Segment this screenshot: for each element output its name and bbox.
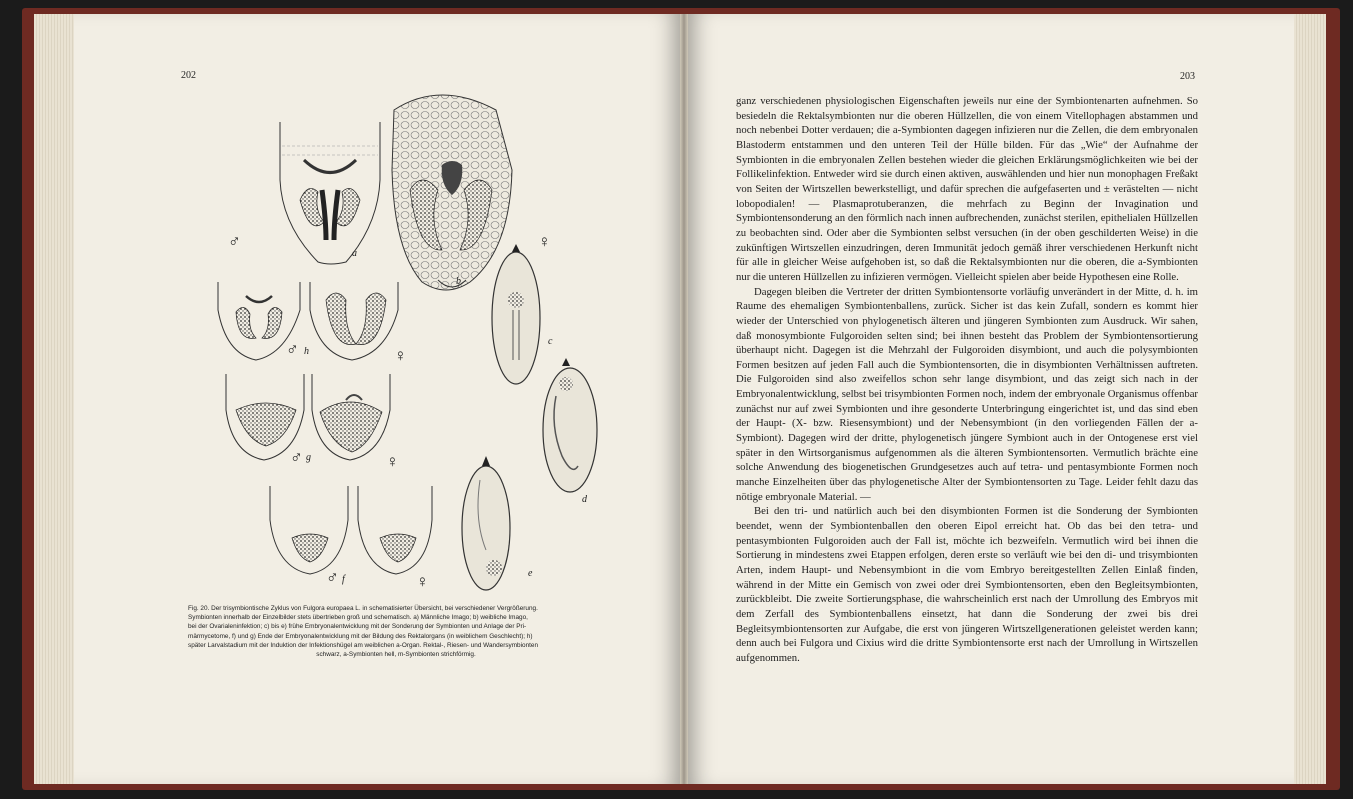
paragraph: Dagegen bleiben die Vertreter der dritten Symbiontensorte vorläufig unverändert in der Mitte, d. h. im Raume des ehemaligen Symbiontenballens, zurück. Sicher ist das kein Zufall, sondern es kommt hier wieder der Unterschied von phylogenetisch älteren und jüngeren Symbionten zum Ausdruck. Wir sahen, daß monosymbionte Fulgoroiden selten sind; bei ihnen besteht das Problem der Symbiontensortierung überhaupt nicht. Dagegen ist die Mehrzahl der Fulgoroiden disymbiont, und auch die polysymbionten Formen besitzen auf jeden Fall auch die Symbiontensorten, die in disymbionten Verhältnissen auftreten. Die Fulgoroiden sind also zweifellos schon sehr lange disymbiont, und das zeigt sich nach in der Embryonalentwicklung, selbst bei trisymbionten Formen noch, indem der embryonale Organismus offenbar zunächst nur auf zwei Symbionten und ihre gesonderte Unterbringung eingerichtet ist, und das sind eben der Haupt- (X- bzw. Riesensymbiont) und der Nebensymbiont (in den vorliegenden Fällen der a-Symbiont). Dagegen wird der dritte, phylogenetisch jüngere Symbiont auch in der Ontogenese erst viel später in den Wirtsorganismus aufgenommen als die älteren Symbiontensorten. Vermutlich brächte eine solche Anwendung des biogenetischen Grundgesetzes auch auf tetra- und pentasymbionte Formen noch manche Einzelheiten über das phylogenetische Alter der Symbiontensorten zu Tage. Leider fehlt dazu das nötige embryonale Material. — bbox=[736, 285, 1198, 503]
female-symbol-b: ♀ bbox=[538, 232, 551, 251]
drawing-d-egg bbox=[543, 358, 597, 492]
drawing-a-male-imago bbox=[280, 122, 380, 264]
label-a: a bbox=[352, 248, 357, 259]
right-page-body-text bbox=[736, 94, 1198, 666]
left-page-number: 202 bbox=[181, 70, 196, 81]
male-symbol-a: ♂ bbox=[228, 232, 241, 251]
caption-line: Fig. 20. Der trisymbiontische Zyklus von Fulgora europaea L. in schematisierter Übersicht, bei verschiedener Vergrößerung. bbox=[188, 605, 538, 612]
female-symbol-f: ♀ bbox=[416, 572, 429, 591]
male-symbol-f: ♂ bbox=[326, 568, 339, 587]
label-h: h bbox=[304, 346, 309, 357]
caption-line: Symbionten innerhalb der Einzelbilder stets übertrieben groß und schematisch. a) Männliche Imago; b) weibliche Imago, bbox=[188, 614, 528, 622]
label-e: e bbox=[528, 568, 533, 579]
caption-line: märmycetome, f) und g) Ende der Embryonalentwicklung mit der Bildung des Rektalorgans (in weiblichem Geschlecht); h) bbox=[188, 632, 533, 640]
figure-caption bbox=[188, 604, 604, 659]
label-f: f bbox=[342, 574, 345, 585]
male-symbol-h: ♂ bbox=[286, 340, 299, 359]
drawing-f-embryos bbox=[270, 486, 432, 574]
label-b: b bbox=[456, 276, 461, 287]
drawing-g-embryos bbox=[226, 374, 390, 460]
paragraph: Bei den tri- und natürlich auch bei den disymbionten Formen ist die Sonderung der Symbionten beendet, wenn der Symbiontenballen den oberen Eipol erreicht hat. Ob das bei den tetra- und pentasymbionten Fulgoroiden auch der Fall ist, möchte ich bezweifeln. Vermutlich wird bei ihnen die Sortierung in mindestens zwei Etappen erfolgen, deren erste so verläuft wie bei den di- und trisymbionten Arten, indem Haupt- und Nebensymbiont in die vom Embryo bereitgestellten Zellen Einlaß finden, während in der Mitte ein Gemisch von zwei oder drei Symbiontensorten, eben den Begleitsymbionten, zurückbleibt. Die zweite Sortierungsphase, die wahrscheinlich erst nach der Umrollung des Embryos mit dem Zerfall des Symbiontenballens einsetzt, hat dann die Sonderung der zwei bis drei Begleitsymbiontensorten zur Aufgabe, die erst von jüngeren Wirtszellgenerationen geleistet werden kann; denn auch bei Fulgora und Cixius wird die dritte Symbiontensorte erst nach der Umrollung in Wirtszellen aufgenommen. bbox=[736, 505, 1198, 664]
drawing-c-egg bbox=[492, 244, 540, 384]
right-page-number: 203 bbox=[1180, 71, 1195, 82]
caption-line: später Larvalstadium mit der Induktion der Infektionshügel am weiblichen a-Organ. Rektal-, Riesen- und Wandersymbionten bbox=[188, 641, 539, 649]
label-c: c bbox=[548, 336, 553, 347]
label-d: d bbox=[582, 494, 587, 505]
drawing-e-egg bbox=[462, 456, 510, 590]
female-symbol-g: ♀ bbox=[386, 452, 399, 471]
caption-line: schwarz, a-Symbionten hell, m-Symbionten strichförmig. bbox=[316, 651, 476, 659]
drawing-b-female-imago bbox=[392, 95, 512, 290]
label-g: g bbox=[306, 452, 311, 463]
caption-line: bei der Ovarialeninfektion; c) bis e) frühe Embryonalentwicklung mit der Sonderung der Symbionten und Anlage der Pri- bbox=[188, 623, 527, 631]
male-symbol-g: ♂ bbox=[290, 448, 303, 467]
paragraph: ganz verschiedenen physiologischen Eigenschaften jeweils nur eine der Symbiontenarten aufnehmen. So besiedeln die Rektalsymbionten nur die oberen Hüllzellen, die von einem Vitellophagen abstammen und noch nebenbei Dotter verdauen; die a-Symbionten dagegen infizieren nur die Zellen, die dem embryonalen Blastoderm entstammen und den unteren Teil der Hülle bilden. Für das „Wie“ der Aufnahme der Symbionten in die embryonalen Zellen bestehen wieder die gleichen Erklärungsmöglichkeiten wie bei der Follikelinfektion. Entweder wird sie durch einen aktiven, auswählenden und hier nun monophagen Freßakt von Seiten der Wirtszellen bewerkstelligt, und dafür sprechen die aufgefaserten und ± verästelten — nicht lobopodialen! — Plasmaprotuberanzen, die mehrfach zu Beginn der Invagination und Symbiontensonderung an den förmlich nach innen aufbrechenden, zunächst sterilen, epithelialen Hüllzellen zu beobachten sind. Oder aber die Symbionten selbst versuchen (in der oben geschilderten Weise) in die zukünftigen Wirtszellen einzudringen, deren Immunität jedoch gemäß ihrer verschiedenen Herkunft nicht für alle in gleicher Weise aufgehoben ist, so daß die Rektalsymbionten nur die oberen, die a-Symbionten nur die unteren Hüllzellen zu infizieren vermögen. Vielleicht spielen aber beide Hypothesen eine Rolle. bbox=[736, 95, 1198, 283]
female-symbol-h: ♀ bbox=[394, 346, 407, 365]
